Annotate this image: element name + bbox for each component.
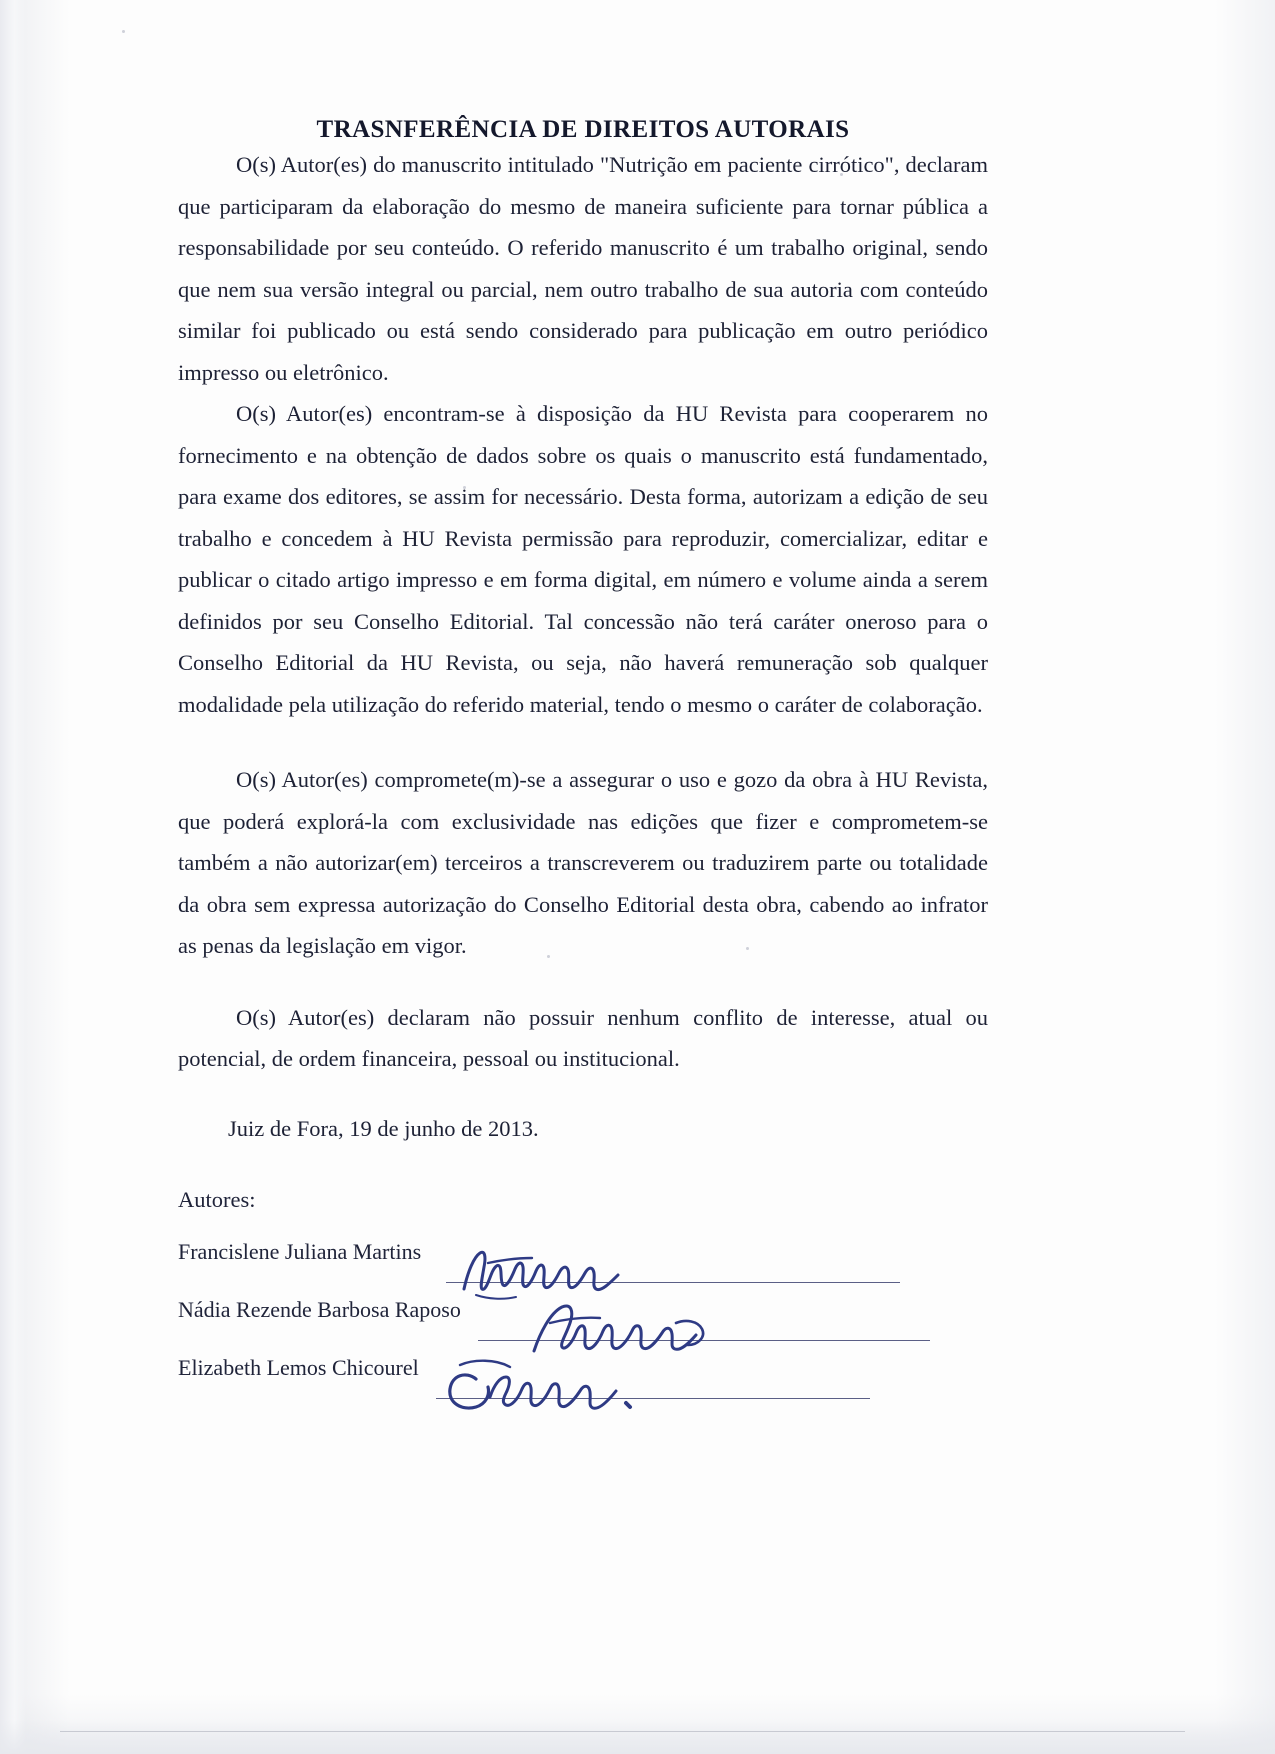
authors-label: Autores:: [178, 1187, 256, 1212]
handwritten-signature: [458, 1237, 658, 1303]
handwritten-signature: [526, 1293, 726, 1363]
page-title: TRASNFERÊNCIA DE DIREITOS AUTORAIS: [316, 116, 850, 143]
scan-left-edge-shadow: [0, 0, 26, 1754]
place-and-date: Juiz de Fora, 19 de junho de 2013.: [228, 1115, 539, 1141]
author-name: Elizabeth Lemos Chicourel: [178, 1355, 419, 1380]
paragraph-2: O(s) Autor(es) encontram-se à disposição da HU Revista para cooperarem no fornecimento e na obtenção de dados sobre os quais o manuscrito está fundamentado, para exame dos editores, se assim for necessário. Desta forma, autorizam a edição de seu trabalho e concedem à HU Revista permissão para reproduzir, comercializar, editar e publicar o citado artigo impresso e em forma digital, em número e volume ainda a serem definidos por seu Conselho Editorial. Tal concessão não terá caráter oneroso para o Conselho Editorial da HU Revista, ou seja, não haverá remuneração sob qualquer modalidade pela utilização do referido material, tendo o mesmo o caráter de colaboração.: [178, 401, 988, 717]
signature-row: [178, 1297, 988, 1355]
signature-line: [446, 1282, 900, 1283]
handwritten-signature: [440, 1351, 660, 1427]
paragraph-1: O(s) Autor(es) do manuscrito intitulado "Nutrição em paciente cirrótico", declaram que participaram da elaboração do mesmo de maneira suficiente para tornar pública a responsabilidade por seu conteúdo. O referido manuscrito é um trabalho original, sendo que nem sua versão integral ou parcial, nem outro trabalho de sua autoria com conteúdo similar foi publicado ou está sendo considerado para publicação em outro periódico impresso ou eletrônico.: [178, 152, 988, 385]
signature-list: [178, 1239, 988, 1413]
scan-bottom-edge-shadow: [0, 1720, 1275, 1754]
signature-line: [478, 1340, 930, 1341]
paragraph-4: O(s) Autor(es) declaram não possuir nenhum conflito de interesse, atual ou potencial, de ordem financeira, pessoal ou institucional.: [178, 1004, 988, 1071]
document-body: [178, 0, 988, 1413]
signature-line: [436, 1398, 870, 1399]
author-name: Nádia Rezende Barbosa Raposo: [178, 1297, 461, 1322]
paragraph-3: O(s) Autor(es) compromete(m)-se a assegurar o uso e gozo da obra à HU Revista, que poderá explorá-la com exclusividade nas edições que fizer e comprometem-se também a não autorizar(em) terceiros a transcreverem ou traduzirem parte ou totalidade da obra sem expressa autorização do Conselho Editorial desta obra, cabendo ao infrator as penas da legislação em vigor.: [178, 767, 988, 958]
signature-row: [178, 1239, 988, 1297]
author-name: Francislene Juliana Martins: [178, 1239, 422, 1264]
scan-speck: [122, 30, 125, 33]
scan-bottom-line: [60, 1731, 1185, 1732]
signature-row: [178, 1355, 988, 1413]
